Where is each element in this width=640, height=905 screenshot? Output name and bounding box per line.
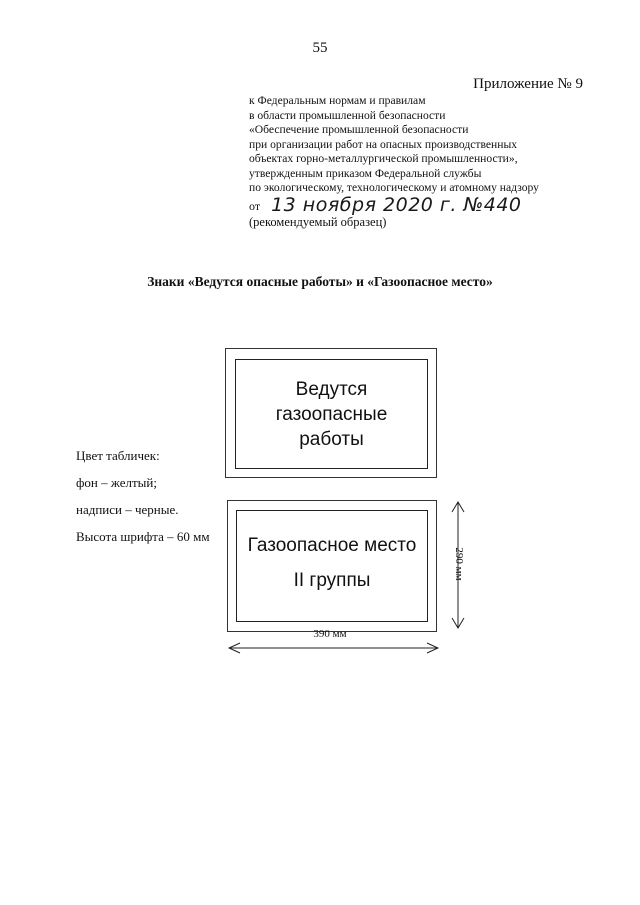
approval-line: объектах горно-металлургической промышленности», xyxy=(249,152,518,165)
approval-line: при организации работ на опасных производственных xyxy=(249,137,518,151)
sign-1-line: газоопасные xyxy=(275,403,388,425)
color-note-line: надписи – черные. xyxy=(76,502,179,517)
sign-2-line: II группы xyxy=(293,569,371,591)
approval-line: по экологическому, технологическому и атомному надзору xyxy=(249,181,539,194)
sign-1-line: Ведутся xyxy=(295,378,368,400)
document-heading: Знаки «Ведутся опасные работы» и «Газоопасное место» xyxy=(147,274,493,289)
approval-line: к Федеральным нормам и правилам xyxy=(249,94,426,107)
date-prefix: от xyxy=(249,198,261,213)
approval-line: в области промышленной безопасности xyxy=(249,108,446,122)
page-number: 55 xyxy=(312,40,328,56)
approval-line: «Обеспечение промышленной безопасности xyxy=(249,123,469,136)
sign-1-line: работы xyxy=(299,428,364,450)
height-dimension-label: 290 мм xyxy=(453,547,465,581)
color-note-line: Цвет табличек: xyxy=(76,448,160,463)
sample-note: (рекомендуемый образец) xyxy=(249,215,387,229)
handwritten-date: 13 ноября 2020 г. №440 xyxy=(271,193,522,216)
color-note-line: Высота шрифта – 60 мм xyxy=(76,529,210,544)
width-dimension-label: 390 мм xyxy=(313,628,347,640)
approval-line: утвержденным приказом Федеральной службы xyxy=(249,166,482,180)
sign-2-line: Газоопасное место xyxy=(247,534,417,556)
appendix-title: Приложение № 9 xyxy=(473,76,583,92)
color-note-line: фон – желтый; xyxy=(76,475,157,490)
